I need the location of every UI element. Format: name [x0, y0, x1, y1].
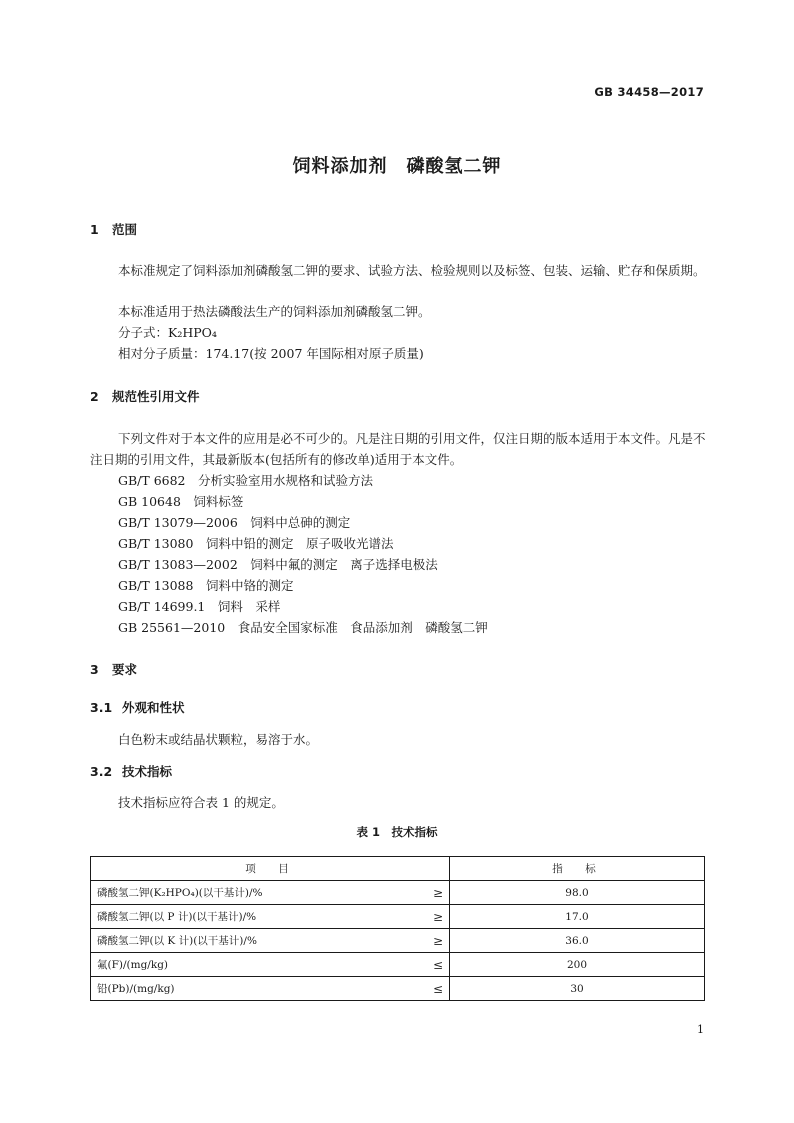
reference-list	[118, 470, 488, 638]
row-operator: ≤	[421, 977, 450, 1001]
reference-item: GB/T 13080 饲料中铅的测定 原子吸收光谱法	[118, 536, 394, 551]
row-value: 36.0	[450, 929, 705, 953]
row-value: 30	[450, 977, 705, 1001]
row-value: 98.0	[450, 881, 705, 905]
table-row	[91, 929, 705, 953]
section-title: 要求	[112, 662, 138, 677]
section-number: 3	[90, 662, 99, 677]
spec-reference-text: 技术指标应符合表 1 的规定。	[118, 795, 284, 810]
row-value: 17.0	[450, 905, 705, 929]
reference-item: GB/T 6682 分析实验室用水规格和试验方法	[118, 473, 374, 488]
value-column-header: 指 标	[450, 857, 705, 881]
row-item: 磷酸氢二钾(以 K 计)(以干基计)/%	[91, 929, 422, 953]
scope-paragraph: 本标准规定了饲料添加剂磷酸氢二钾的要求、试验方法、检验规则以及标签、包装、运输、贮存和保质期。	[118, 263, 706, 278]
references-intro: 下列文件对于本文件的应用是必不可少的。凡是注日期的引用文件，仅注日期的版本适用于本文件。凡是不注日期的引用文件，其最新版本(包括所有的修改单)适用于本文件。	[90, 431, 706, 467]
section-2-heading	[90, 387, 200, 405]
document-title: 饲料添加剂 磷酸氢二钾	[292, 156, 502, 177]
reference-item: GB/T 13079—2006 饲料中总砷的测定	[118, 515, 351, 530]
section-3-heading	[90, 660, 137, 678]
reference-item: GB 25561—2010 食品安全国家标准 食品添加剂 磷酸氢二钾	[118, 620, 488, 635]
row-operator: ≥	[421, 881, 450, 905]
row-value: 200	[450, 953, 705, 977]
section-number: 2	[90, 389, 99, 404]
section-3-1-heading	[90, 698, 185, 716]
row-item: 磷酸氢二钾(以 P 计)(以干基计)/%	[91, 905, 422, 929]
reference-item: GB 10648 饲料标签	[118, 494, 244, 509]
section-number: 1	[90, 222, 99, 237]
row-item: 氟(F)/(mg/kg)	[91, 953, 422, 977]
table-row	[91, 977, 705, 1001]
table-row	[91, 953, 705, 977]
table-header-row	[91, 857, 705, 881]
row-item: 铅(Pb)/(mg/kg)	[91, 977, 422, 1001]
row-item: 磷酸氢二钾(K₂HPO₄)(以干基计)/%	[91, 881, 422, 905]
section-1-heading	[90, 220, 137, 238]
item-column-header: 项 目	[91, 857, 450, 881]
section-number: 3.2	[90, 764, 113, 779]
section-title: 外观和性状	[122, 700, 185, 715]
section-title: 范围	[112, 222, 138, 237]
reference-item: GB/T 13088 饲料中铬的测定	[118, 578, 294, 593]
section-title: 规范性引用文件	[112, 389, 200, 404]
section-title: 技术指标	[122, 764, 173, 779]
row-operator: ≥	[421, 905, 450, 929]
table-row	[91, 905, 705, 929]
section-3-2-heading	[90, 762, 172, 780]
row-operator: ≤	[421, 953, 450, 977]
standard-code: GB 34458—2017	[594, 85, 704, 99]
molecular-mass: 相对分子质量：174.17(按 2007 年国际相对原子质量)	[118, 346, 424, 361]
page-number: 1	[697, 1023, 704, 1036]
molecular-formula: 分子式：K₂HPO₄	[118, 325, 217, 340]
table-row	[91, 881, 705, 905]
appearance-text: 白色粉末或结晶状颗粒，易溶于水。	[118, 732, 319, 747]
spec-table	[90, 856, 705, 1001]
table-caption: 表 1 技术指标	[356, 825, 438, 839]
applicability-paragraph: 本标准适用于热法磷酸法生产的饲料添加剂磷酸氢二钾。	[118, 304, 431, 319]
reference-item: GB/T 13083—2002 饲料中氟的测定 离子选择电极法	[118, 557, 438, 572]
row-operator: ≥	[421, 929, 450, 953]
section-number: 3.1	[90, 700, 113, 715]
reference-item: GB/T 14699.1 饲料 采样	[118, 599, 281, 614]
